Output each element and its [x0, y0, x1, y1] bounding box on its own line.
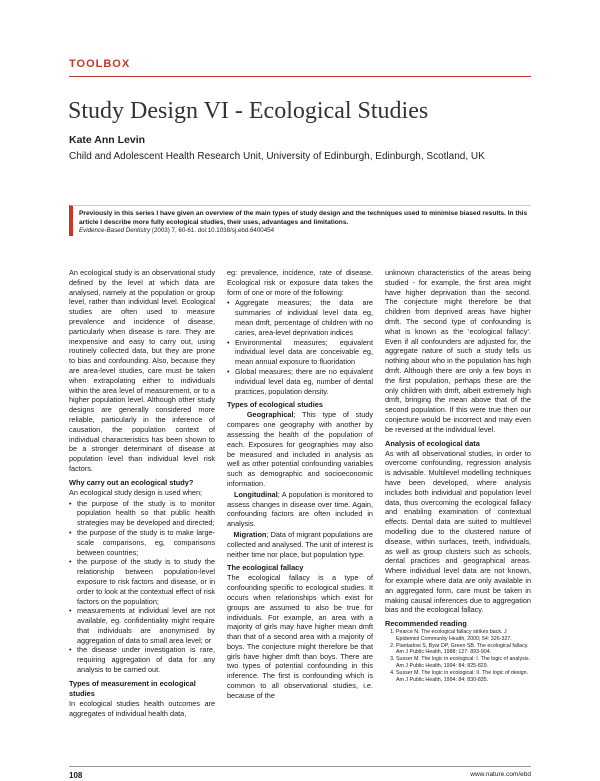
- heading-study-types: Types of ecological studies: [227, 400, 323, 410]
- reference-item: 2. Piantadosi S, Byar DP, Green SB. The ecological fallacy. Am J Public Health, 1988; 127: 893-904.: [396, 643, 531, 657]
- reference-item: 4. Susser M. The logic in ecological: II. The logic of design. Am J Public Health, 1994: 84; 830-835.: [396, 670, 531, 684]
- longitudinal-paragraph: [227, 490, 373, 529]
- list-item: • Global measures; there are no equivalent individual level data eg, number of dental practices, population density.: [235, 367, 373, 396]
- longitudinal-text: ; A population is monitored to assess changes in disease over time. Again, confounding factors are often included in analysis.: [227, 489, 373, 529]
- why-intro: An ecological study design is used when;: [69, 487, 203, 497]
- measurement-paragraph: In ecological studies health outcomes are aggregates of individual health data,: [69, 698, 215, 718]
- heading-why: Why carry out an ecological study?: [69, 477, 194, 487]
- author-name: Kate Ann Levin: [69, 134, 146, 146]
- intro-paragraph: An ecological study is an observational study defined by the level at which data are analysed, namely at the population or group level, rather than individual level. Ecological studies are often used to measure prevalence and incidence of disease, particularly when disease is rare. They are inexpensive and easy to carry out, using routinely collected data, but they are prone to bias and confounding. Also, because they are area-level studies, care must be taken when extrapolating either to individuals within the area level of measurement, or to a higher population level. Although other study designs are generally considered more reliable, particularly in the inference of causation, the population context of individual characteristics has been shown to be a stronger determinant of disease at population level than individual level risk factors.: [69, 268, 215, 473]
- heading-reading: Recommended reading: [385, 619, 467, 629]
- migration-text: ; Data of migrant populations are collected and analysed. The unit of interest is neither time nor place, but population type.: [227, 529, 373, 559]
- citation: [79, 227, 531, 236]
- heading-analysis: Analysis of ecological data: [385, 438, 480, 448]
- section-label: TOOLBOX: [69, 58, 131, 70]
- heading-measurement: Types of measurement in ecological studies: [69, 678, 196, 698]
- list-item: • the purpose of the study is to make large-scale comparisons, eg, comparisons between countries;: [77, 528, 215, 557]
- geographical-lead: Geographical: [246, 410, 294, 420]
- reading-list: [385, 629, 531, 683]
- measure-list: [227, 298, 373, 396]
- heading-fallacy: The ecological fallacy: [227, 563, 304, 573]
- article-title: Study Design VI - Ecological Studies: [68, 98, 429, 124]
- fallacy-paragraph: The ecological fallacy is a type of confounding specific to ecological studies. It occurs when relationships which exist for groups are assumed to also be true for individuals. For example, an area with a majority of girls may have higher mean dmft than that of a second area with a majority of boys. The conjecture might therefore be that girls have higher dmft than boys. There are two types of potential confounding in this inference. The first is confounding which is common to all observational studies, i.e. because of the: [227, 573, 373, 700]
- fallacy-continued: unknown characteristics of the areas being studied - for example, the first area might have higher deprivation than the second. The conjecture might therefore be that children from deprived areas have higher dmft. The second type of confounding is what is known as the ‘ecological fallacy’. Even if all confounders are adjusted for, the aggregate nature of such a study tells us nothing about who in the population has high dmft. Although there are only a few boys in the first population, perhaps these are the only children with dmft, albeit extremely high dmft, bringing the mean above that of the second population. If this were true then our conjecture would be incorrect and may even be reversed at the individual level.: [385, 268, 531, 434]
- reference-item: 1. Pearce N. The ecological fallacy strikes back. J Epidemiol Community Health, 2000; 54: 326-327.: [396, 629, 531, 643]
- list-item: • Environmental measures; equivalent individual level data are conceivable eg, mean annual exposure to fluoridation: [235, 338, 373, 367]
- list-item: • measurements at individual level are not available, eg. confidentiality might require that individuals are anonymised by aggregation of data to small area level; or: [77, 606, 215, 645]
- column-3: [385, 268, 531, 683]
- column-1: [69, 268, 215, 719]
- top-rule: [69, 76, 531, 77]
- migration-lead: Migration: [233, 529, 267, 539]
- reference-item: 3. Susser M. The logic in ecological: I. The logic of analysis. Am J Public Health, 1994: 84; 825-829.: [396, 656, 531, 670]
- page-number: 108: [69, 771, 83, 780]
- why-list: [69, 499, 215, 675]
- citation-details: (2003) 7, 60-61. doi:10.1038/sj.ebd.6400454: [150, 227, 275, 235]
- longitudinal-lead: Longitudinal: [233, 489, 278, 499]
- list-item: • Aggregate measures; the data are summaries of individual level data eg, mean dmft, percentage of children with no caries, area-level deprivation indices: [235, 298, 373, 337]
- list-item: • the disease under investigation is rare, requiring aggregation of data for any analysis to be carried out.: [77, 645, 215, 674]
- geographical-text: ; This type of study compares one geography with another by assessing the health of the population of each. Exposures for geographies may also be measured and included in analysis as well as other potential confounding variables such as demographic and socioeconomic information.: [227, 410, 373, 488]
- analysis-paragraph: As with all observational studies, in order to overcome confounding, regression analysis is advisable. Multilevel modelling techniques have been developed, where analysis includes both individual and population level data, thus overcoming the ecological fallacy and enabling examination of contextual effects. Dental data are suited to multilevel modelling due to the clustered nature of disease, within surfaces, teeth, individuals, as well as group clusters such as schools, dental practices and geographical areas. Where individual level data are not known, for example where data are only available in an aggregated form, care must be taken in making causal inferences due to aggregation bias and the ecological fallacy.: [385, 448, 531, 615]
- geographical-paragraph: [227, 410, 373, 488]
- list-item: • the purpose of the study is to study the relationship between population-level exposure to risk factors and disease, or in order to look at the contextual effect of risk factors on the population;: [77, 557, 215, 606]
- column-2: [227, 268, 373, 702]
- site-url: www.nature.com/ebd: [470, 771, 531, 778]
- abstract-box: [69, 205, 531, 236]
- author-affiliation: Child and Adolescent Health Research Unit, University of Edinburgh, Edinburgh, Scotland, UK: [69, 151, 485, 162]
- abstract-text: Previously in this series I have given an overview of the main types of study design and the techniques used to minimise biased results. In this article I describe more fully ecological studies, their uses, advantages and limitations.: [79, 210, 528, 226]
- list-item: • the purpose of the study is to monitor population health so that public health strategies may be developed and directed;: [77, 499, 215, 528]
- measurement-continued: eg: prevalence, incidence, rate of disease. Ecological risk or exposure data takes the form of one or more of the following:: [227, 268, 373, 297]
- footer-rule: [69, 766, 531, 767]
- migration-paragraph: [227, 530, 373, 559]
- citation-journal: Evidence-Based Dentistry: [79, 227, 151, 235]
